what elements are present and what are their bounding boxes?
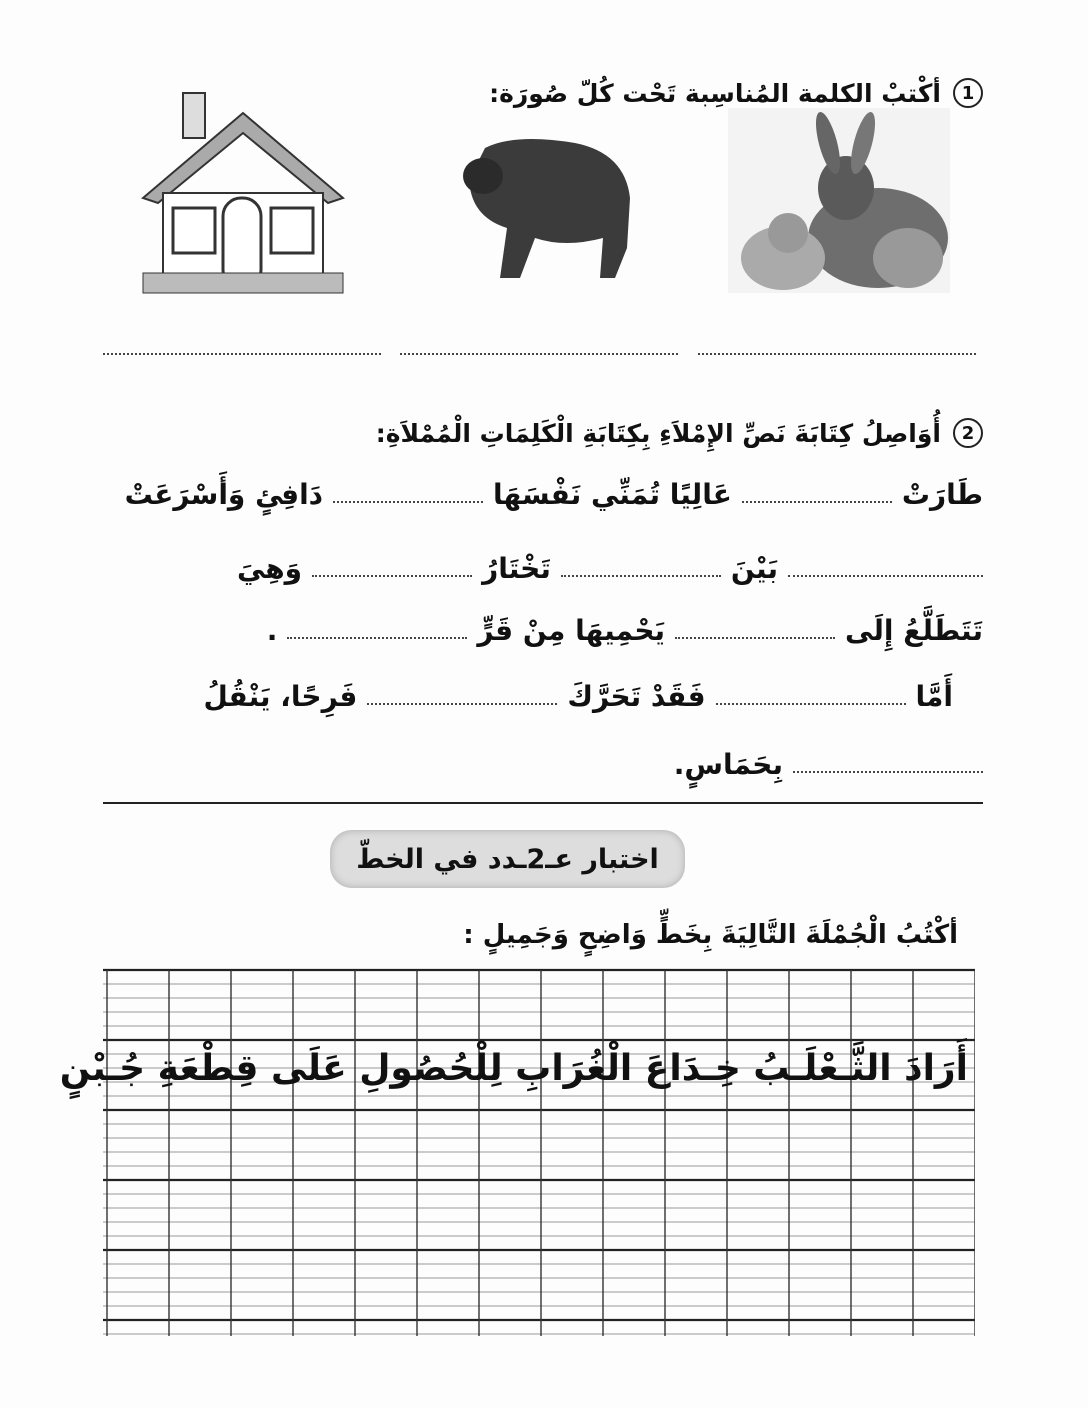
- blank-field[interactable]: [367, 702, 557, 705]
- dictation-word: عَالِيًا تُمَنِّي نَفْسَهَا: [493, 478, 732, 511]
- dictation-word: وَهِيَ: [236, 552, 303, 585]
- blank-field[interactable]: [793, 770, 983, 773]
- dictation-word: فَرِحًا، يَنْقُلُ: [203, 680, 358, 713]
- dictation-line: [237, 552, 983, 585]
- exercise-number-badge: 2: [953, 418, 983, 448]
- dictation-word: بَيْنَ: [730, 552, 778, 585]
- section-divider: [103, 802, 983, 804]
- answer-line-house[interactable]: [103, 352, 381, 355]
- blank-field[interactable]: [742, 500, 892, 503]
- instruction-text: أكْتبْ الكلمة المُناسِبة تَحْت كُلّ صُورَة:: [489, 78, 941, 108]
- blank-field[interactable]: [287, 636, 467, 639]
- handwriting-test-badge: اختبار عـ2ـدد في الخطّ: [330, 830, 685, 888]
- blank-field[interactable]: [333, 500, 483, 503]
- bear-image: [455, 128, 635, 283]
- exercise1-instruction: [489, 78, 983, 108]
- blank-field[interactable]: [788, 574, 983, 577]
- dictation-word: .: [266, 614, 278, 647]
- blank-field[interactable]: [561, 574, 721, 577]
- dictation-line: [125, 478, 983, 511]
- answer-line-rabbit[interactable]: [698, 352, 976, 355]
- dictation-line: [267, 614, 983, 647]
- dictation-word: أَمَّا: [915, 680, 953, 713]
- dictation-word: يَحْمِيهَا مِنْ قَرٍّ: [477, 614, 666, 647]
- exercise-number-badge: 1: [953, 78, 983, 108]
- blank-field[interactable]: [312, 574, 472, 577]
- exercise2-instruction: [376, 418, 983, 448]
- dictation-line: [203, 680, 953, 713]
- dictation-word: تَتَطَلَّعُ إِلَى: [845, 614, 983, 647]
- blank-field[interactable]: [675, 636, 835, 639]
- handwriting-instruction: أكْتُبُ الْجُمْلَةَ التَّالِيَةَ بِخَطٍّ وَاضِحٍ وَجَمِيلٍ :: [463, 920, 958, 950]
- dictation-word: بِحَمَاسٍ.: [673, 748, 783, 781]
- model-sentence: أَرَادَ الثَّـعْلَـبُ خِـدَاعَ الْغُرَابِ لِلْحُصُولِ عَلَى قِطْعَةِ جُـبْنٍ: [59, 1048, 968, 1089]
- handwriting-grid[interactable]: [103, 966, 975, 1336]
- house-image: [138, 88, 348, 298]
- rabbit-image: [728, 108, 950, 293]
- dictation-word: فَقَدْ تَحَرَّكَ: [567, 680, 706, 713]
- dictation-word: دَافِئٍ وَأَسْرَعَتْ: [124, 478, 324, 511]
- instruction-text: أُوَاصِلُ كِتَابَةَ نَصِّ الإِمْلاَءِ بِكِتَابَةِ الْكَلِمَاتِ الْمُمْلاَةِ:: [375, 418, 941, 448]
- dictation-line: [674, 748, 983, 781]
- dictation-word: تَخْتَارُ: [482, 552, 551, 585]
- dictation-word: طَارَتْ: [901, 478, 983, 511]
- blank-field[interactable]: [716, 702, 906, 705]
- answer-line-bear[interactable]: [400, 352, 678, 355]
